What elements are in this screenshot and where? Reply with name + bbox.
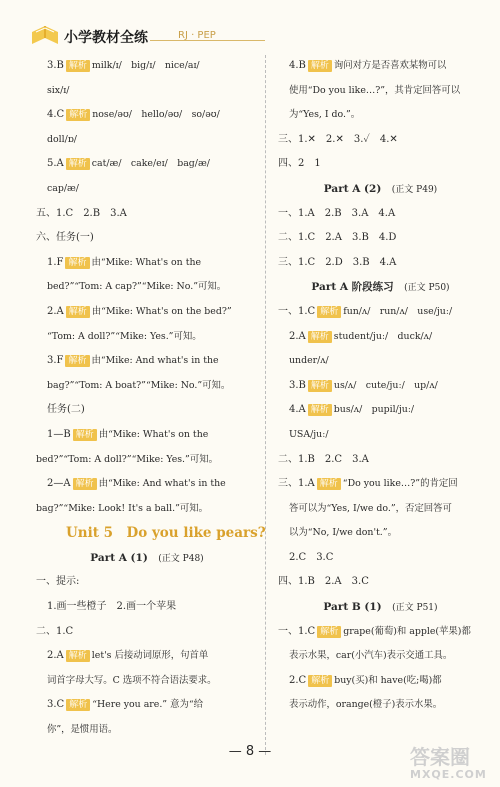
section-line: 四、1.B 2.A 3.C [278,576,369,588]
analysis-tag: 解析 [66,109,90,121]
answer-line: 4.B 解析 询问对方是否喜欢某物可以 [289,60,447,71]
header-rule [150,40,265,41]
brand-title: 小学教材全练 [64,30,148,46]
book-logo-icon [30,24,60,46]
answer-line: 答可以为“Yes, I/we do.”，否定回答可 [289,502,452,514]
analysis-tag: 解析 [66,699,90,711]
right-column [278,54,483,718]
watermark-url: MXQE.COM [410,768,487,781]
unit-title: Unit 5 Do you like pears? [66,525,266,542]
answer-line: 一、1.C 解析 fun/ʌ/ run/ʌ/ use/juː/ [278,305,453,317]
answer-line: 3.F 解析 由“Mike: And what's in the [47,355,219,367]
analysis-tag: 解析 [73,478,97,490]
answer-line: 你”，是惯用语。 [47,724,118,736]
answer-line: 3.C 解析 “Here you are.” 意为“给 [47,699,203,711]
answer-line: 1—B 解析 由“Mike: What's on the [47,428,209,440]
part-title: Part A (2) (正文 P49) [323,182,438,195]
answer-line: 5.A 解析 cat/æ/ cake/eɪ/ bag/æ/ [47,158,210,170]
section-line: 一、提示: [36,576,80,588]
section-line: 三、1.✕ 2.✕ 3.✓ 4.✕ [278,133,398,145]
answer-line: 1.F 解析 由“Mike: What's on the [47,256,202,268]
column-divider [265,55,266,755]
watermark-text: 答案圈 [410,745,470,769]
answer-line: USA/juː/ [289,428,329,440]
answer-line: 2.C 解析 buy(买)和 have(吃;喝)都 [289,674,442,686]
analysis-tag: 解析 [66,650,90,662]
edition-label: RJ · PEP [178,30,216,41]
analysis-tag: 解析 [308,380,332,392]
analysis-tag: 解析 [317,626,341,638]
section-line: 四、2 1 [278,158,321,170]
answer-line: 4.C 解析 nose/əʊ/ hello/əʊ/ so/əʊ/ [47,109,220,121]
analysis-tag: 解析 [308,60,332,72]
analysis-tag: 解析 [308,404,332,416]
answer-line: cap/æ/ [47,182,79,194]
answer-line: doll/ɒ/ [47,133,77,145]
answer-line: 1.画一些橙子 2.画一个苹果 [47,601,177,613]
answer-line: 2.A 解析 student/juː/ duck/ʌ/ [289,330,433,342]
watermark [410,745,494,784]
answer-line: 以为“No, I/we don't.”。 [289,527,397,539]
section-line: 五、1.C 2.B 3.A [36,207,127,219]
section-line: 二、1.B 2.C 3.A [278,453,369,465]
part-title: Part B (1) (正文 P51) [323,601,438,614]
answer-line: 4.A 解析 bus/ʌ/ pupil/juː/ [289,404,415,416]
page-header [0,0,500,50]
section-line: 二、1.C [36,625,74,637]
answer-line: 使用“Do you like…?”，其肯定回答可以 [289,84,461,96]
answer-line: 2.A 解析 let's 后接动词原形，句首单 [47,650,209,662]
answer-line: under/ʌ/ [289,355,329,367]
analysis-tag: 解析 [65,257,89,269]
part-title: Part A (1) (正文 P48) [90,551,204,564]
section-line: 一、1.A 2.B 3.A 4.A [278,207,396,219]
analysis-tag: 解析 [317,478,341,490]
answer-line: “Tom: A doll?”“Mike: Yes.”可知。 [47,330,202,342]
answer-line: bed?”“Tom: A cap?”“Mike: No.”可知。 [47,281,227,293]
answer-line: bag?”“Tom: A boat?”“Mike: No.”可知。 [47,379,231,391]
answer-line: bag?”“Mike: Look! It's a ball.”可知。 [36,502,209,514]
page-number: — 8 — [228,744,272,759]
answer-line: 为“Yes, I do.”。 [289,109,361,121]
analysis-tag: 解析 [308,675,332,687]
analysis-tag: 解析 [308,331,332,343]
left-column [36,54,266,743]
section-line: 三、1.C 2.D 3.B 4.A [278,256,397,268]
answer-line: 2—A 解析 由“Mike: And what's in the [47,478,226,490]
answer-line: 三、1.A 解析 “Do you like…?”的肯定回 [278,478,458,490]
answer-line: six/ɪ/ [47,84,70,96]
analysis-tag: 解析 [66,158,90,170]
answer-line: bed?”“Tom: A doll?”“Mike: Yes.”可知。 [36,453,218,465]
answer-line: 表示水果，car(小汽车)表示交通工具。 [289,650,453,662]
analysis-tag: 解析 [73,429,97,441]
answer-line: 表示动作，orange(橙子)表示水果。 [289,699,443,711]
answer-line: 词首字母大写。C 选项不符合语法要求。 [47,674,217,686]
section-line: 任务(二) [47,404,85,416]
answer-line: 3.B 解析 milk/ɪ/ big/ɪ/ nice/aɪ/ [47,60,200,71]
section-line: 六、任务(一) [36,232,94,244]
analysis-tag: 解析 [66,60,90,72]
answer-line: 2.A 解析 由“Mike: What's on the bed?” [47,305,232,317]
analysis-tag: 解析 [66,306,90,318]
analysis-tag: 解析 [317,306,341,318]
answer-line: 2.C 3.C [289,551,334,563]
answer-line: 一、1.C 解析 grape(葡萄)和 apple(苹果)都 [278,625,471,637]
analysis-tag: 解析 [65,355,89,367]
answer-line: 3.B 解析 us/ʌ/ cute/juː/ up/ʌ/ [289,379,438,391]
part-title: Part A 阶段练习 (正文 P50) [311,281,450,294]
section-line: 二、1.C 2.A 3.B 4.D [278,232,397,244]
